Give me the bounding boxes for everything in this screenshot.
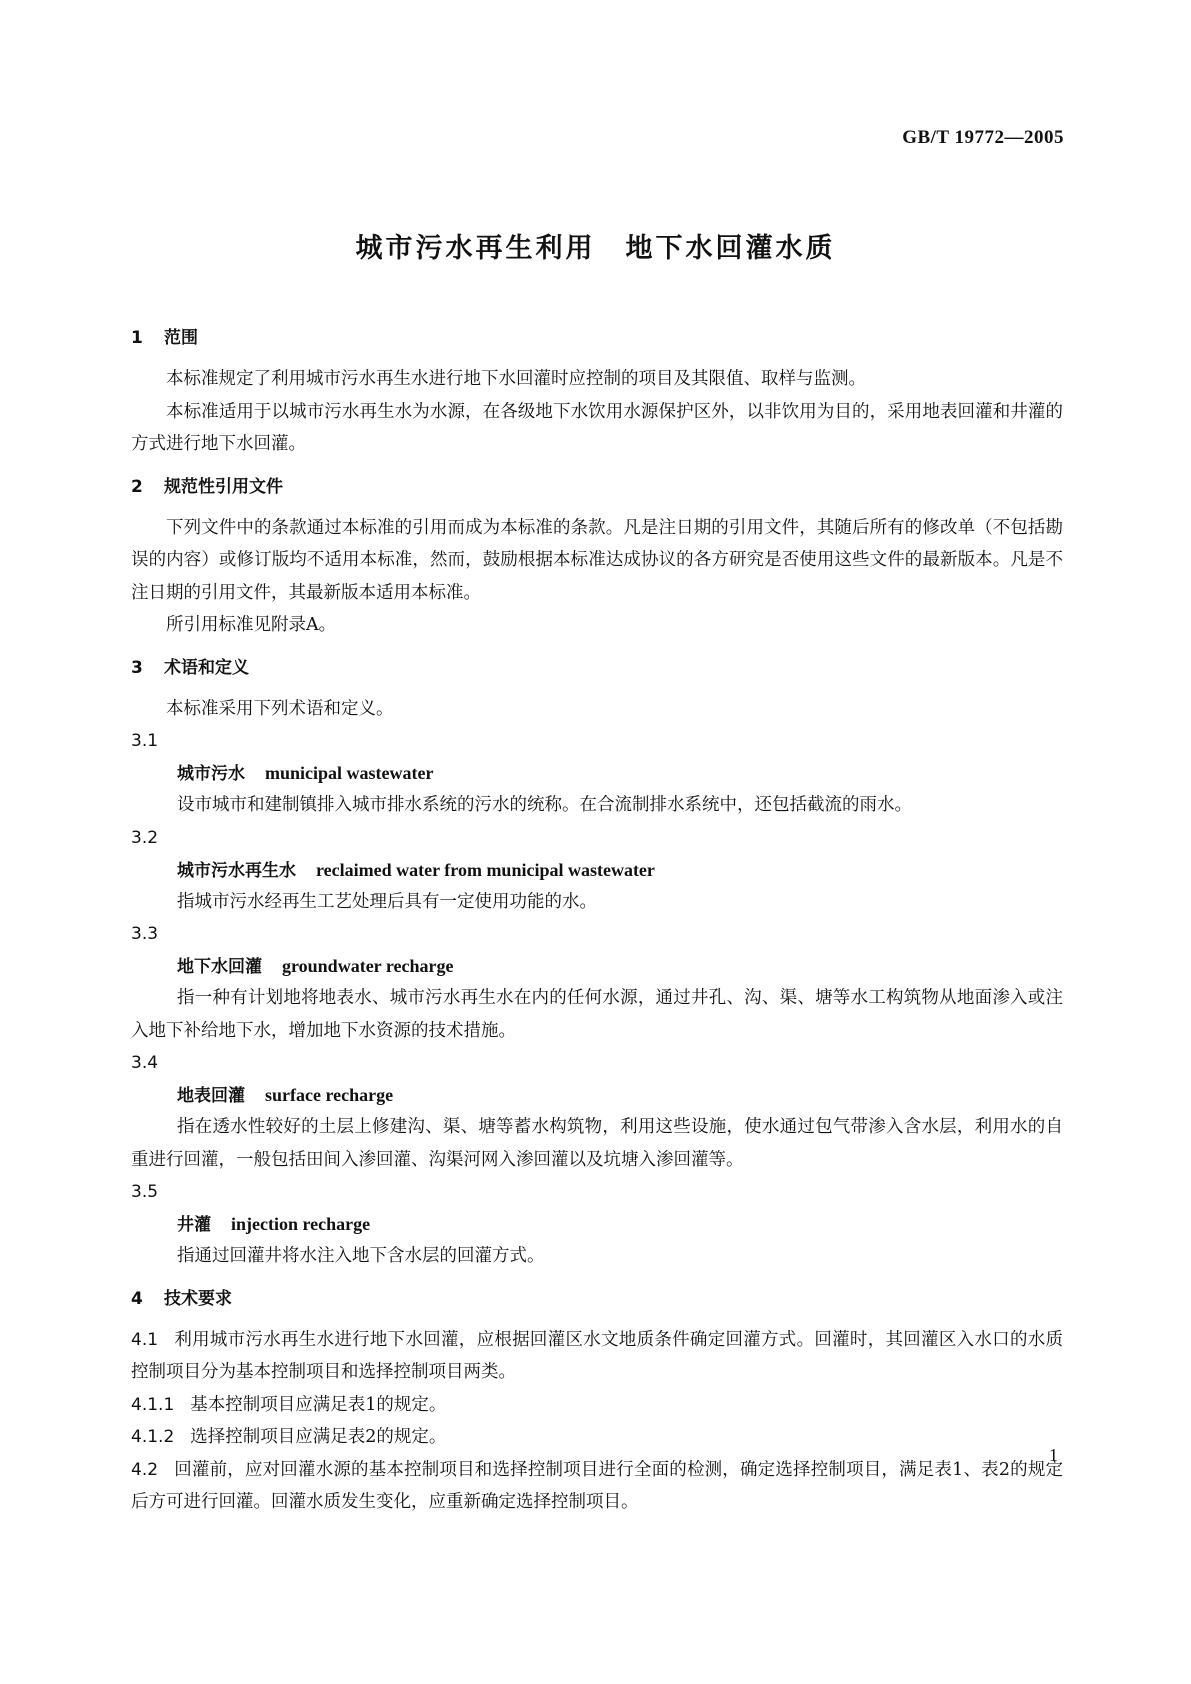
clause-text: 选择控制项目应满足表2的规定。: [190, 1427, 447, 1447]
clause-number: 4.1: [131, 1329, 159, 1350]
document-body: [131, 322, 1063, 1519]
clause-number: 3.1: [131, 731, 159, 751]
page-number: 1: [1049, 1445, 1058, 1465]
term-definition: 指在透水性较好的土层上修建沟、渠、塘等蓄水构筑物，利用这些设施，使水通过包气带渗入含水层，利用水的自重进行回灌，一般包括田间入渗回灌、沟渠河网入渗回灌以及坑塘入渗回灌等。: [131, 1117, 1063, 1170]
clause-text: 利用城市污水再生水进行地下水回灌，应根据回灌区水文地质条件确定回灌方式。回灌时，其回灌区入水口的水质控制项目分为基本控制项目和选择控制项目两类。: [131, 1329, 1063, 1382]
clause-paragraph: [131, 1324, 1063, 1389]
clause-paragraph: [131, 1389, 1063, 1422]
section-heading-technical-requirements: [131, 1283, 1063, 1316]
clause-number: 3.3: [131, 924, 159, 944]
term-entry: [131, 1047, 1063, 1176]
term-entry: [131, 725, 1063, 822]
paragraph: 本标准规定了利用城市污水再生水进行地下水回灌时应控制的项目及其限值、取样与监测。: [166, 369, 866, 389]
clause-number: 4.1.1: [131, 1394, 175, 1415]
term-definition: 指通过回灌井将水注入地下含水层的回灌方式。: [177, 1246, 545, 1266]
term-zh: 地下水回灌: [177, 957, 262, 977]
clause-number: 3.4: [131, 1053, 159, 1073]
section-number: 1: [131, 328, 143, 348]
clause-number: 4.1.2: [131, 1427, 175, 1447]
document-title: 城市污水再生利用 地下水回灌水质: [355, 233, 836, 264]
term-zh: 城市污水再生水: [177, 860, 296, 881]
term-heading: [131, 950, 1063, 982]
section-number: 4: [131, 1288, 143, 1309]
term-en: municipal wastewater: [265, 763, 434, 783]
section-heading-normative-references: [131, 471, 1063, 504]
paragraph: 本标准适用于以城市污水再生水为水源，在各级地下水饮用水源保护区外，以非饮用为目的，采用地表回灌和井灌的方式进行地下水回灌。: [131, 401, 1063, 454]
clause-text: 回灌前，应对回灌水源的基本控制项目和选择控制项目进行全面的检测，确定选择控制项目，满足表1、表2的规定后方可进行回灌。回灌水质发生变化，应重新确定选择控制项目。: [131, 1459, 1063, 1512]
clause-number: 3.2: [131, 827, 159, 848]
clause-number: 3.5: [131, 1182, 159, 1202]
clause-paragraph: [131, 1421, 1063, 1454]
term-definition: 设市城市和建制镇排入城市排水系统的污水的统称。在合流制排水系统中，还包括截流的雨水。: [177, 795, 912, 815]
paragraph: 所引用标准见附录A。: [166, 615, 337, 635]
term-heading: [131, 1208, 1063, 1240]
section-number: 2: [131, 476, 143, 497]
term-en: injection recharge: [231, 1214, 371, 1234]
section-title: 术语和定义: [164, 657, 249, 678]
section-heading-scope: [131, 322, 1063, 355]
clause-number: 4.2: [131, 1459, 159, 1480]
term-heading: [131, 757, 1063, 789]
term-zh: 地表回灌: [177, 1086, 245, 1106]
section-title: 技术要求: [164, 1288, 232, 1309]
term-entry: [131, 1176, 1063, 1273]
section-number: 3: [131, 657, 143, 678]
clause-text: 基本控制项目应满足表1的规定。: [190, 1394, 447, 1415]
section-heading-terms-definitions: [131, 652, 1063, 685]
term-heading: [131, 854, 1063, 886]
term-entry: [131, 822, 1063, 919]
term-en: groundwater recharge: [282, 956, 454, 976]
term-en: reclaimed water from municipal wastewater: [316, 859, 655, 880]
term-definition: 指一种有计划地将地表水、城市污水再生水在内的任何水源，通过井孔、沟、渠、塘等水工构筑物从地面渗入或注入地下补给地下水，增加地下水资源的技术措施。: [131, 988, 1063, 1041]
term-heading: [131, 1079, 1063, 1111]
term-en: surface recharge: [265, 1085, 394, 1105]
term-zh: 井灌: [177, 1215, 211, 1235]
paragraph: 下列文件中的条款通过本标准的引用而成为本标准的条款。凡是注日期的引用文件，其随后所有的修改单（不包括勘误的内容）或修订版均不适用本标准，然而，鼓励根据本标准达成协议的各方研究是否使用这些文件的最新版本。凡是不注日期的引用文件，其最新版本适用本标准。: [131, 517, 1063, 603]
clause-paragraph: [131, 1454, 1063, 1519]
standard-code: GB/T 19772—2005: [902, 127, 1064, 148]
paragraph: 本标准采用下列术语和定义。: [166, 698, 394, 719]
section-title: 范围: [164, 328, 198, 348]
term-zh: 城市污水: [177, 764, 245, 784]
section-title: 规范性引用文件: [164, 476, 283, 497]
term-entry: [131, 918, 1063, 1047]
term-definition: 指城市污水经再生工艺处理后具有一定使用功能的水。: [177, 891, 597, 912]
